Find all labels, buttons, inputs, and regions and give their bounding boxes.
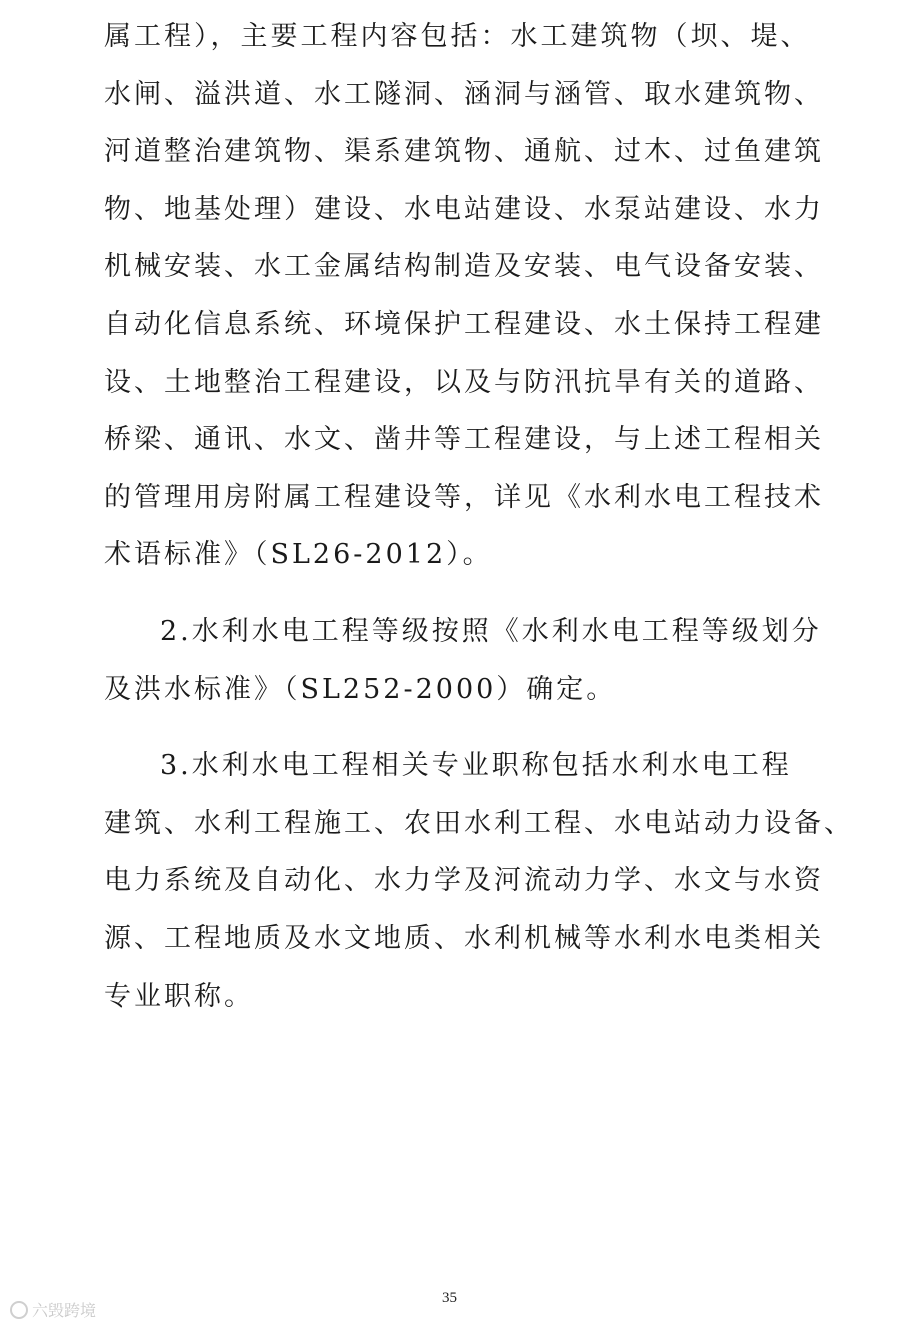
text-line: 2.水利水电工程等级按照《水利水电工程等级划分 (160, 615, 822, 647)
text-line: 3.水利水电工程相关专业职称包括水利水电工程 (160, 750, 792, 782)
text-line: 及洪水标准》（SL252-2000）确定。 (104, 673, 617, 705)
text-line: 河道整治建筑物、渠系建筑物、通航、过木、过鱼建筑 (104, 136, 824, 168)
text-line: 的管理用房附属工程建设等，详见《水利水电工程技术 (104, 481, 824, 513)
watermark-text: 六毁跨境 (32, 1301, 97, 1320)
text-line: 设、土地整治工程建设，以及与防汛抗旱有关的道路、 (104, 366, 824, 398)
text-line: 机械安装、水工金属结构制造及安装、电气设备安装、 (104, 251, 824, 283)
page-number: 35 (442, 1290, 457, 1306)
text-line: 水闸、溢洪道、水工隧洞、涵洞与涵管、取水建筑物、 (104, 78, 824, 110)
document-body (104, 8, 854, 1025)
watermark (10, 1298, 96, 1321)
paragraph-3 (104, 737, 854, 1025)
text-line: 物、地基处理）建设、水电站建设、水泵站建设、水力 (104, 193, 824, 225)
text-line: 专业职称。 (104, 980, 254, 1012)
paragraph-gap (104, 718, 804, 737)
paragraph-2 (104, 603, 822, 718)
text-line: 源、工程地质及水文地质、水利机械等水利水电类相关 (104, 922, 824, 954)
text-line: 术语标准》（SL26-2012）。 (104, 539, 493, 571)
text-line: 属工程），主要工程内容包括：水工建筑物（坝、堤、 (104, 21, 811, 52)
watermark-logo-icon (10, 1301, 28, 1319)
text-line: 建筑、水利工程施工、农田水利工程、水电站动力设备、 (104, 807, 854, 839)
text-line: 桥梁、通讯、水文、凿井等工程建设，与上述工程相关 (104, 424, 824, 456)
paragraph-gap (104, 584, 804, 603)
text-line: 电力系统及自动化、水力学及河流动力学、水文与水资 (104, 865, 824, 897)
text-line: 自动化信息系统、环境保护工程建设、水土保持工程建 (104, 308, 824, 340)
paragraph-1 (104, 8, 824, 584)
